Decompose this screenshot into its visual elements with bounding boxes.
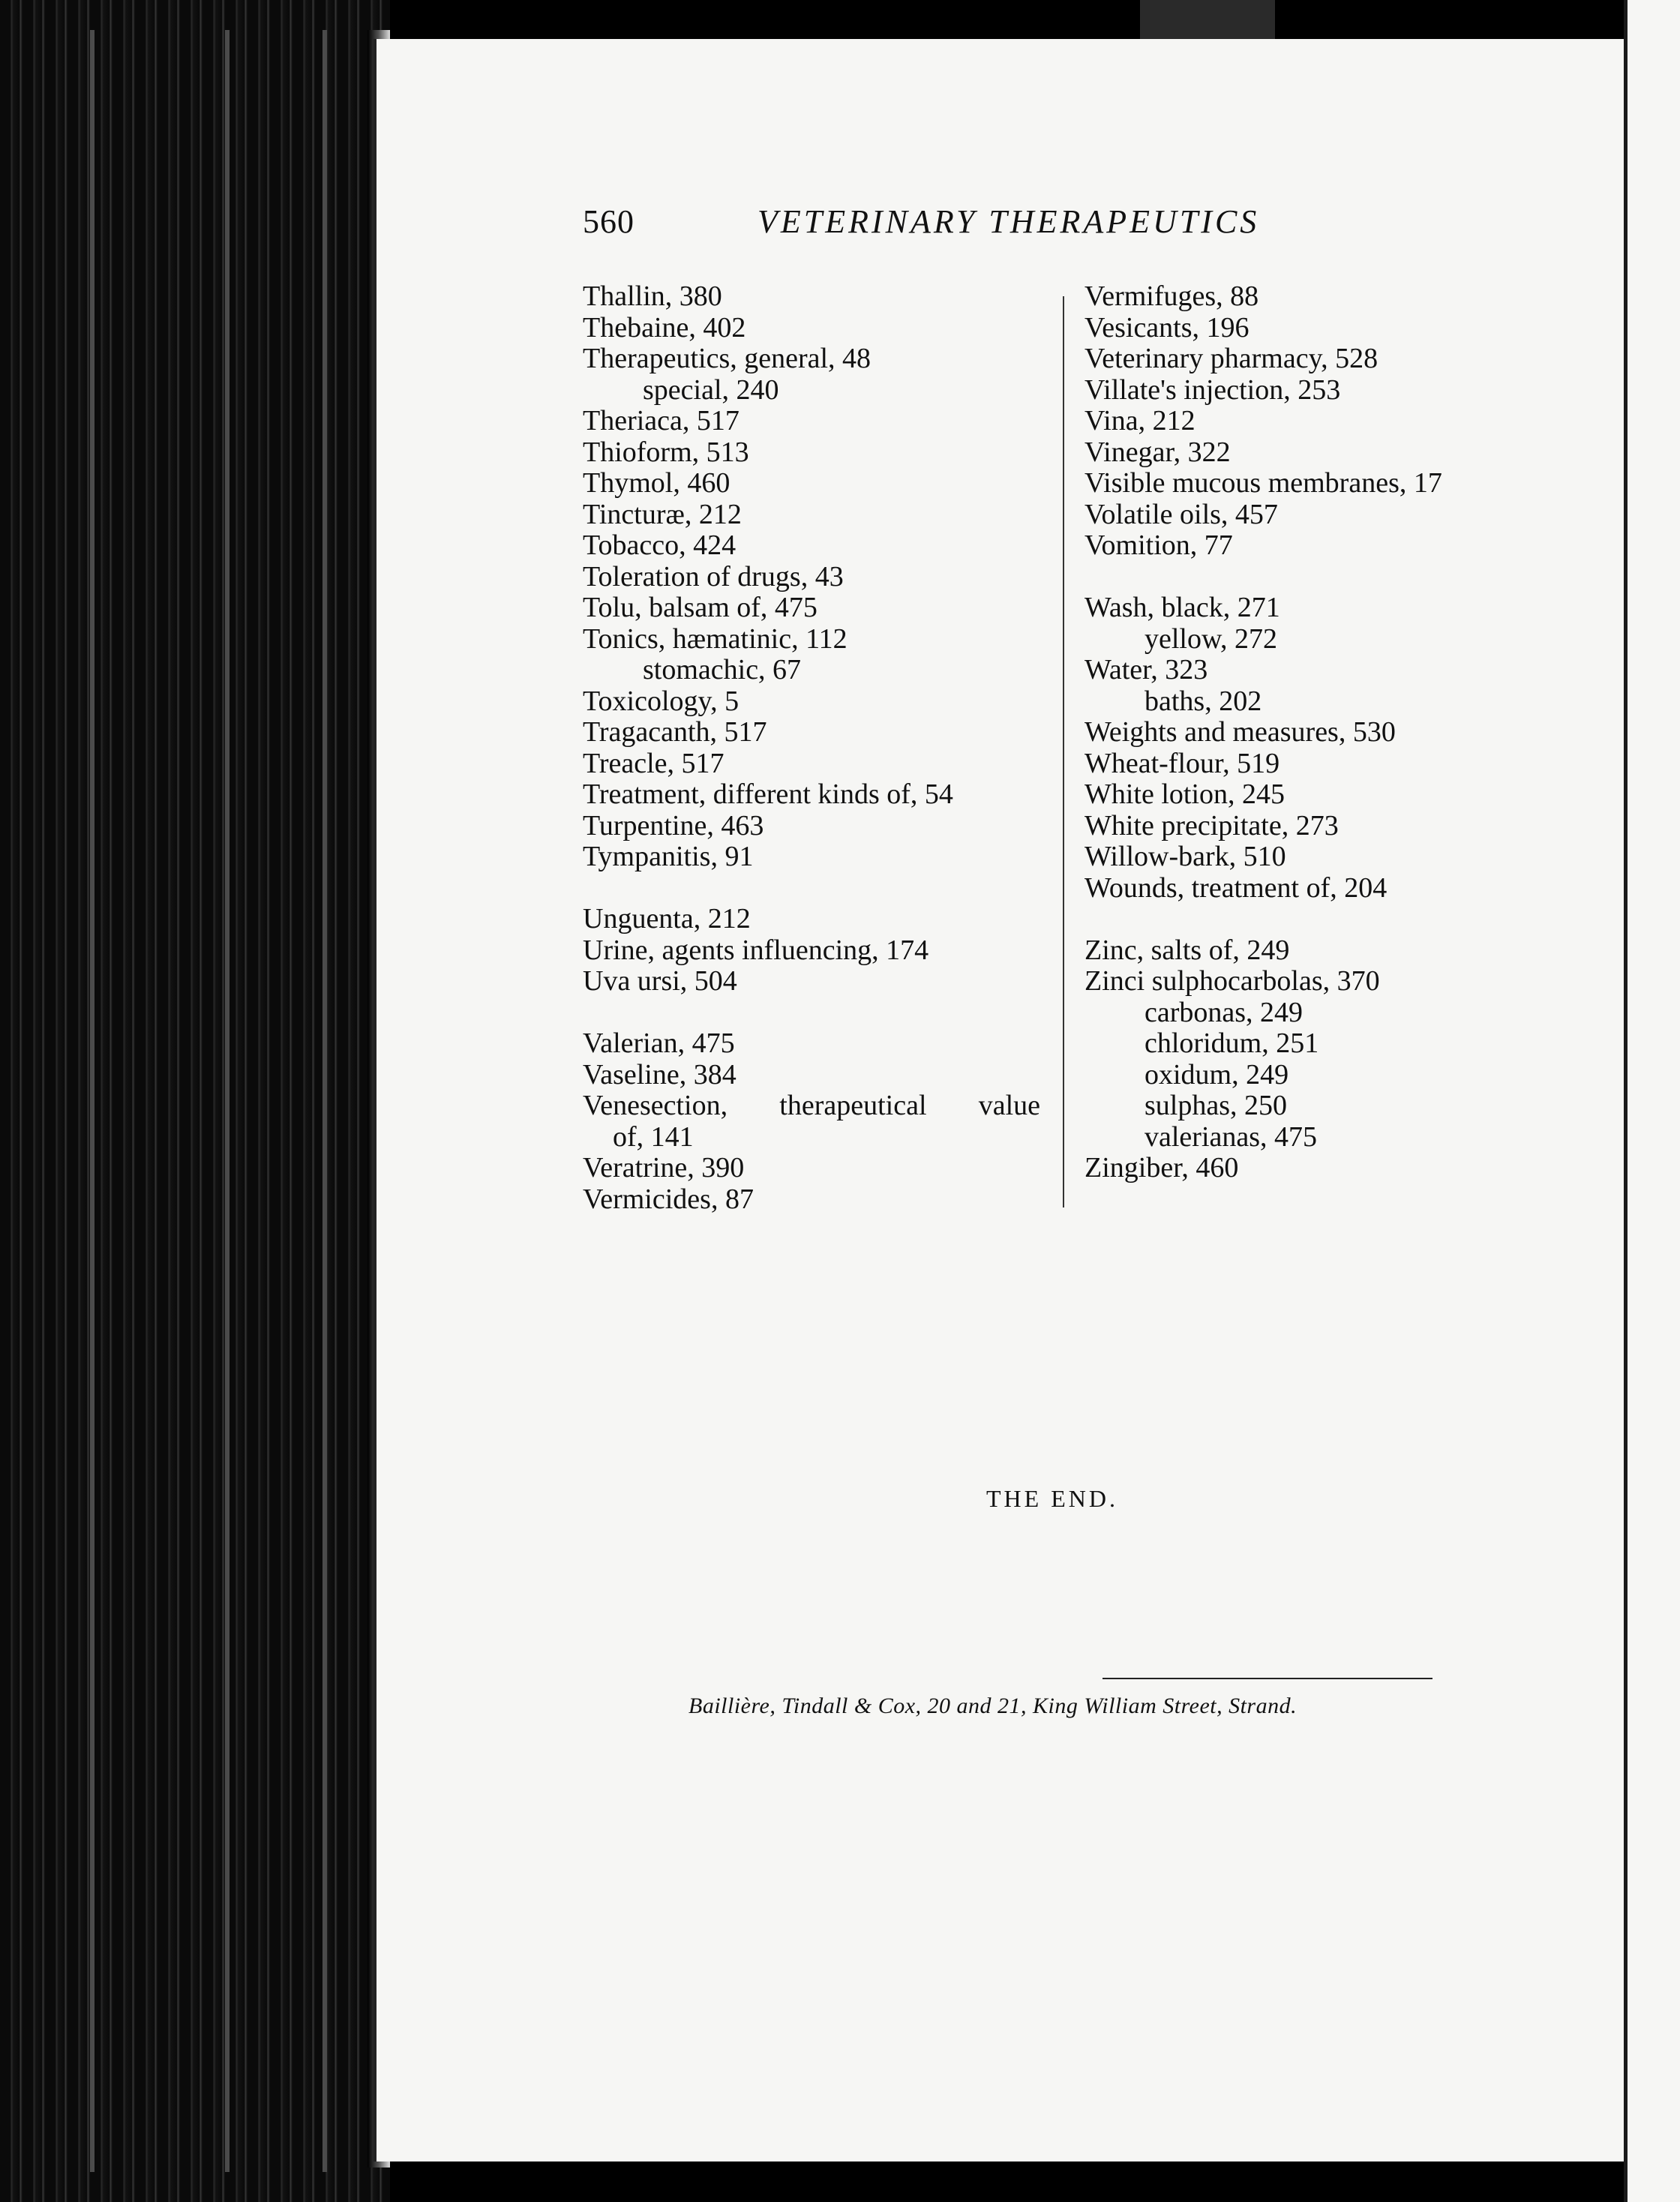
index-entry: Weights and measures, 530 [1084,716,1396,748]
index-entry: Thioform, 513 [583,436,749,468]
index-entry: White precipitate, 273 [1084,809,1339,842]
index-subentry: baths, 202 [1144,685,1262,717]
index-entry: Thallin, 380 [583,280,722,312]
index-subentry: sulphas, 250 [1144,1090,1287,1121]
index-entry: Vesicants, 196 [1084,311,1250,344]
index-entry: Tragacanth, 517 [583,716,767,748]
index-entry: Zinci sulphocarbolas, 370 [1084,965,1380,997]
index-letter-gap [583,998,1048,1029]
index-entry: Vermifuges, 88 [1084,280,1259,312]
index-entry: Therapeutics, general, 48 [583,343,872,374]
index-entry: Thymol, 460 [583,467,730,499]
index-entry: Urine, agents influencing, 174 [583,934,929,966]
index-entry: Vina, 212 [1084,405,1196,436]
index-entry: Unguenta, 212 [583,903,751,934]
index-subentry: yellow, 272 [1144,622,1277,655]
index-subentry: stomachic, 67 [643,654,802,686]
index-entry: Vermicides, 87 [583,1183,754,1215]
index-entry: Toleration of drugs, 43 [583,560,844,592]
index-entry: of, 141 [613,1120,694,1153]
index-entry: Vaseline, 384 [583,1058,736,1090]
index-entry: Vomition, 77 [1084,530,1233,561]
index-entry: Wheat-flour, 519 [1084,747,1280,779]
index-entry: Veratrine, 390 [583,1152,745,1184]
footer-rule [1102,1678,1432,1679]
index-entry: Tincturæ, 212 [583,498,742,530]
index-entry: Thebaine, 402 [583,311,746,344]
index-entry: Turpentine, 463 [583,809,764,842]
index-entry: Tolu, balsam of, 475 [583,592,818,623]
page-right-edge [1624,0,1680,2202]
index-subentry: special, 240 [643,374,779,406]
index-entry: Tobacco, 424 [583,530,736,561]
index-entry: Wash, black, 271 [1084,592,1280,623]
index-entry: Zinc, salts of, 249 [1084,934,1290,966]
index-entry: Tympanitis, 91 [583,841,754,872]
index-entry: Venesection, therapeutical value [583,1090,1040,1121]
index-entry: Villate's injection, 253 [1084,374,1341,406]
index-column-right [1084,281,1550,1184]
index-entry: Volatile oils, 457 [1084,498,1278,530]
index-entry: Uva ursi, 504 [583,965,737,997]
column-divider [1063,296,1064,1208]
index-letter-gap [583,873,1048,904]
index-subentry: chloridum, 251 [1144,1028,1319,1059]
index-entry: Veterinary pharmacy, 528 [1084,343,1378,374]
page-number: 560 [583,203,634,240]
book-edge [0,0,390,2202]
index-entry: Theriaca, 517 [583,405,740,436]
the-end-text: THE END. [986,1485,1118,1512]
publisher-imprint: Baillière, Tindall & Cox, 20 and 21, King William Street, Strand. [688,1694,1298,1718]
index-subentry: carbonas, 249 [1144,996,1304,1028]
index-subentry: valerianas, 475 [1144,1120,1318,1153]
index-entry: Tonics, hæmatinic, 112 [583,622,848,655]
index-letter-gap [1084,562,1550,593]
index-entry: Water, 323 [1084,654,1208,686]
index-entry: White lotion, 245 [1084,778,1286,810]
index-column-left [583,281,1048,1215]
index-entry: Treatment, different kinds of, 54 [583,778,953,810]
index-entry: Wounds, treatment of, 204 [1084,872,1388,904]
index-entry: Treacle, 517 [583,747,724,779]
index-entry: Toxicology, 5 [583,685,740,717]
index-entry: Zingiber, 460 [1084,1152,1239,1184]
book-cloth-strip [1140,0,1275,39]
index-subentry: oxidum, 249 [1144,1058,1289,1090]
index-entry: Visible mucous membranes, 17 [1084,467,1442,499]
running-title: VETERINARY THERAPEUTICS [758,203,1260,240]
index-entry: Valerian, 475 [583,1028,735,1059]
index-entry: Vinegar, 322 [1084,436,1231,468]
index-entry: Willow-bark, 510 [1084,841,1286,872]
index-letter-gap [1084,904,1550,935]
